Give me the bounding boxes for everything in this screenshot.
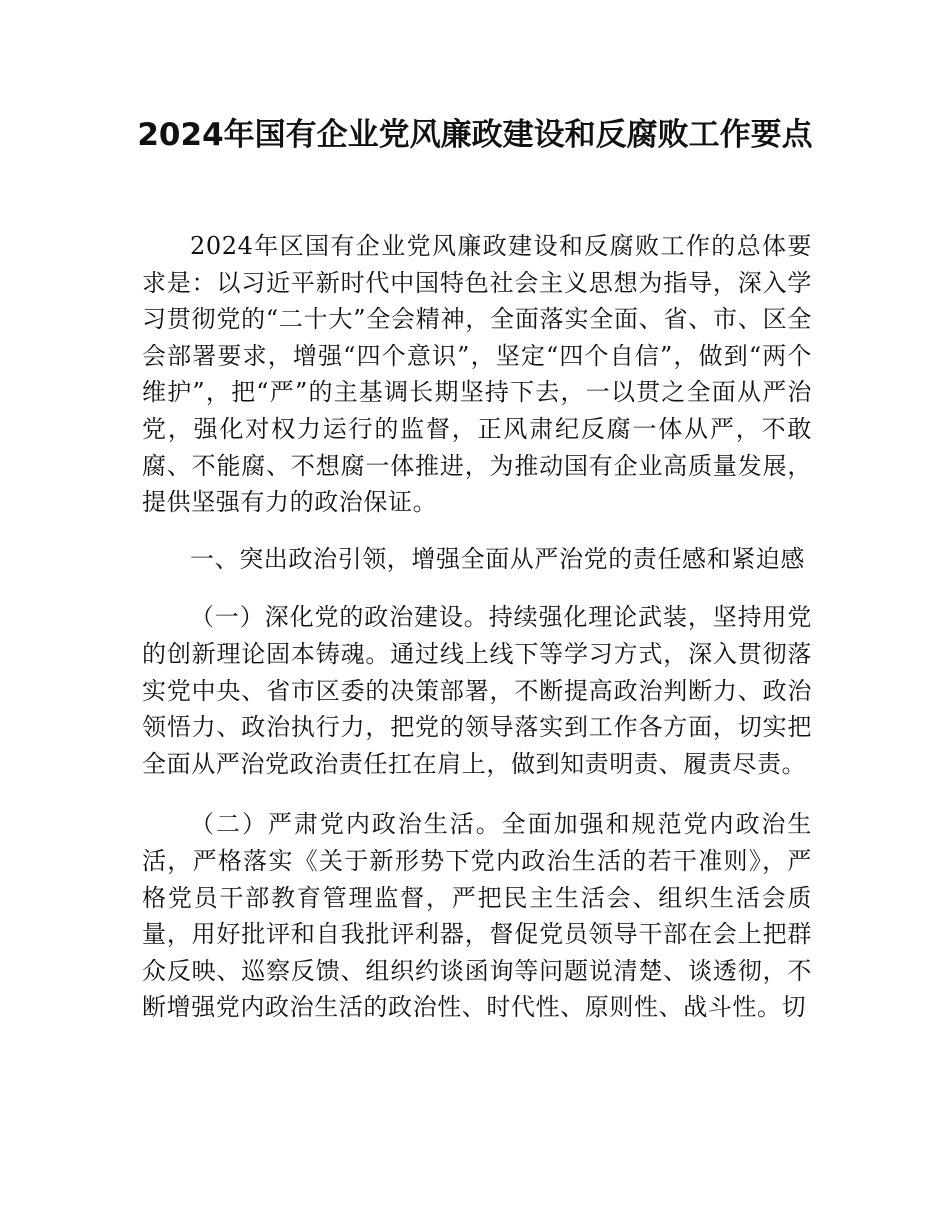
document-body: [142, 220, 812, 1026]
section-heading-political-guidance: 一、突出政治引领，增强全面从严治党的责任感和紧迫感: [190, 544, 805, 573]
paragraph-overall-requirements: 2024年区国有企业党风廉政建设和反腐败工作的总体要求是：以习近平新时代中国特色社会主义思想为指导，深入学习贯彻党的“二十大”全会精神，全面落实全面、省、市、区全会部署要求，增强“四个意识”，坚定“四个自信”，做到“两个维护”，把“严”的主基调长期坚持下去，一以贯之全面从严治党，强化对权力运行的监督，正风肃纪反腐一体从严，不敢腐、不能腐、不想腐一体推进，为推动国有企业高质量发展，提供坚强有力的政治保证。: [142, 232, 812, 517]
paragraph-party-political-life: （二）严肃党内政治生活。全面加强和规范党内政治生活，严格落实《关于新形势下党内政治生活的若干准则》，严格党员干部教育管理监督，严把民主生活会、组织生活会质量，用好批评和自我批评利器，督促党员领导干部在会上把群众反映、巡察反馈、组织约谈函询等问题说清楚、谈透彻，不断增强党内政治生活的政治性、时代性、原则性、战斗性。切: [142, 810, 812, 1022]
document-title: 2024年国有企业党风廉政建设和反腐败工作要点: [137, 117, 813, 153]
paragraph-party-political-building: （一）深化党的政治建设。持续强化理论武装，坚持用党的创新理论固本铸魂。通过线上线下等学习方式，深入贯彻落实党中央、省市区委的决策部署，不断提高政治判断力、政治领悟力、政治执行力，把党的领导落实到工作各方面，切实把全面从严治党政治责任扛在肩上，做到知责明责、履责尽责。: [142, 603, 812, 778]
